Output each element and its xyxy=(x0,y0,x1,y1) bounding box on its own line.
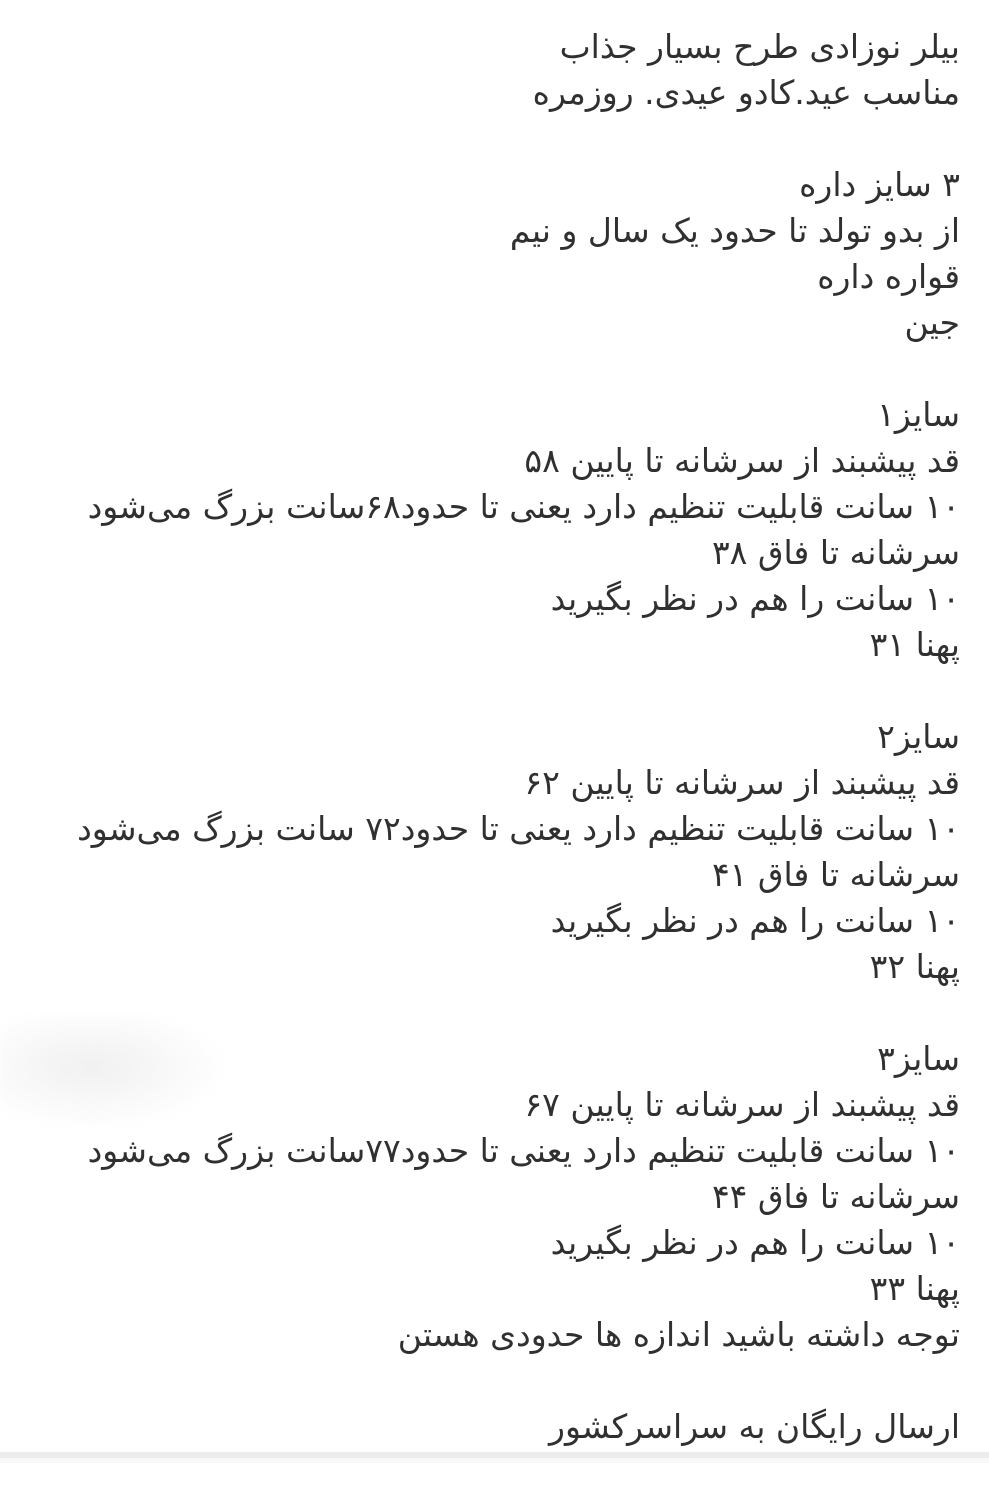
size1-spec-line: سرشانه تا فاق ۳۸ xyxy=(711,533,960,572)
product-description xyxy=(20,24,960,1496)
intro-line: بیلر نوزادی طرح بسیار جذاب xyxy=(559,27,960,66)
size3-paragraph xyxy=(20,1036,960,1358)
general-info-line: قواره داره xyxy=(817,257,960,296)
size2-title: سایز۲ xyxy=(877,717,960,756)
size3-spec-line: ۱۰ سانت قابلیت تنظیم دارد یعنی تا حدود۷۷سانت بزرگ می‌شود xyxy=(87,1131,960,1170)
size2-paragraph xyxy=(20,714,960,990)
size3-spec-line: ۱۰ سانت را هم در نظر بگیرید xyxy=(550,1223,960,1262)
shipping-paragraph xyxy=(20,1404,960,1450)
size3-title: سایز۳ xyxy=(877,1039,960,1078)
general-info-line: جین xyxy=(904,303,960,342)
size2-spec-line: ۱۰ سانت قابلیت تنظیم دارد یعنی تا حدود۷۲ سانت بزرگ می‌شود xyxy=(77,809,960,848)
bottom-divider xyxy=(0,1452,989,1463)
size1-spec-line: ۱۰ سانت قابلیت تنظیم دارد یعنی تا حدود۶۸سانت بزرگ می‌شود xyxy=(87,487,960,526)
size3-spec-line: قد پیشبند از سرشانه تا پایین ۶۷ xyxy=(524,1085,960,1124)
size3-spec-line: سرشانه تا فاق ۴۴ xyxy=(711,1177,960,1216)
intro-paragraph xyxy=(20,24,960,116)
sizes-note-line: توجه داشته باشید اندازه ها حدودی هستن xyxy=(397,1315,960,1354)
size2-spec-line: پهنا ۳۲ xyxy=(869,947,960,986)
size2-spec-line: سرشانه تا فاق ۴۱ xyxy=(711,855,960,894)
size1-paragraph xyxy=(20,392,960,668)
intro-line: مناسب عید.کادو عیدی. روزمره xyxy=(532,73,960,112)
size3-spec-line: پهنا ۳۳ xyxy=(869,1269,960,1308)
size1-spec-line: پهنا ۳۱ xyxy=(869,625,960,664)
size1-spec-line: ۱۰ سانت را هم در نظر بگیرید xyxy=(550,579,960,618)
general-info-line: ۳ سایز داره xyxy=(799,165,960,204)
shipping-line: ارسال رایگان به سراسرکشور xyxy=(549,1407,960,1446)
size1-spec-line: قد پیشبند از سرشانه تا پایین ۵۸ xyxy=(524,441,960,480)
general-info-paragraph xyxy=(20,162,960,346)
size1-title: سایز۱ xyxy=(877,395,960,434)
size2-spec-line: قد پیشبند از سرشانه تا پایین ۶۲ xyxy=(524,763,960,802)
general-info-line: از بدو تولد تا حدود یک سال و نیم xyxy=(509,211,960,250)
size2-spec-line: ۱۰ سانت را هم در نظر بگیرید xyxy=(550,901,960,940)
